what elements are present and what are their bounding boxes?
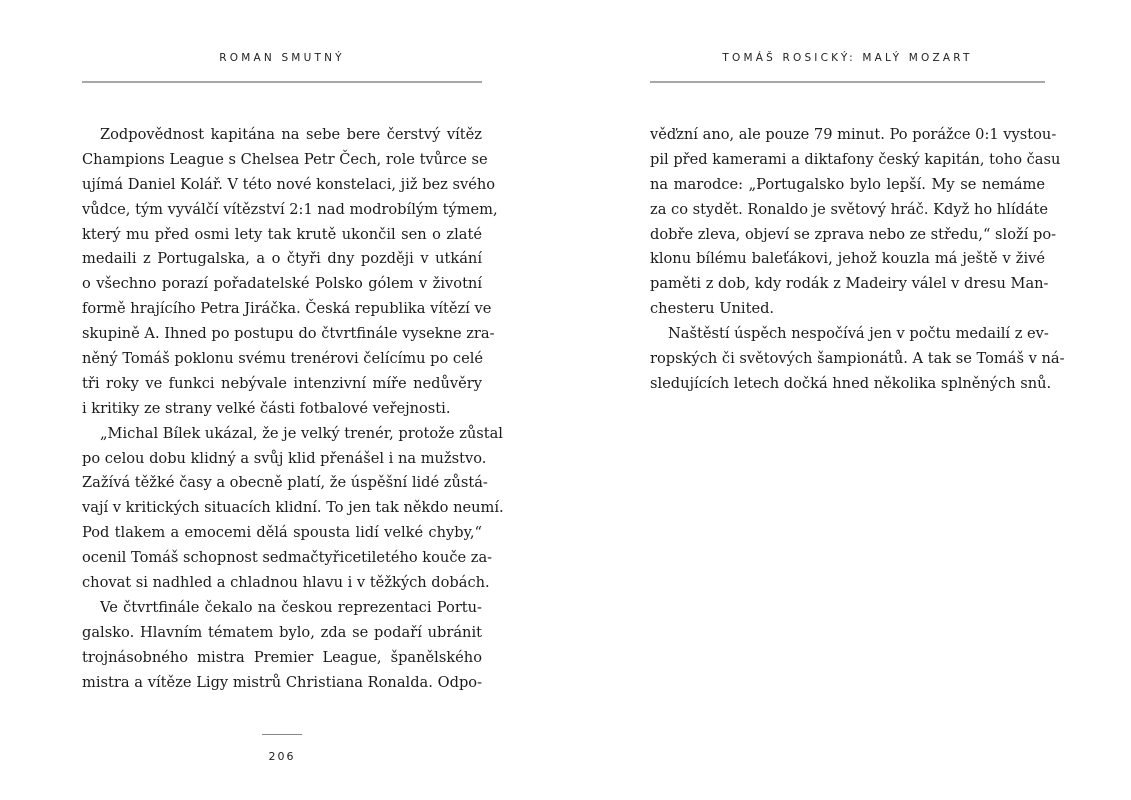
text-line: galsko. Hlavním tématem bylo, zda se podaří ubránit [82, 623, 482, 641]
text-line: na marodce: „Portugalsko bylo lepší. My se nemáme [650, 175, 1045, 193]
text-line: Zodpovědnost kapitána na sebe bere čerstvý vítěz [100, 126, 482, 143]
text-line: mistra a vítěze Ligy mistrů Christiana Ronalda. Odpo- [82, 673, 482, 691]
page-number: 206 [268, 750, 296, 763]
text-line: po celou dobu klidný a svůj klid přenášel i na mužstvo. [82, 449, 487, 467]
text-line: pil před kamerami a diktafony český kapitán, toho času [650, 150, 1061, 168]
text-line: za co stydět. Ronaldo je světový hráč. Když ho hlídáte [650, 200, 1049, 218]
text-line: Ve čtvrtfinále čekalo na českou reprezentaci Portu- [100, 598, 482, 616]
text-line: který mu před osmi lety tak krutě ukončil sen o zlaté [82, 225, 482, 243]
header-rule [82, 81, 482, 83]
right-body-text [650, 123, 1065, 397]
text-line: dobře zleva, objeví se zprava nebo ze středu,“ složí po- [650, 225, 1057, 243]
text-line: sledujících letech dočká hned několika splněných snů. [650, 374, 1052, 392]
text-line: Zažívá těžké časy a obecně platí, že úspěšní lidé zůstá- [82, 474, 488, 492]
text-line: věďzní ano, ale pouze 79 minut. Po porážce 0:1 vystou- [650, 126, 1057, 143]
folio-rule [262, 734, 302, 735]
left-body-text [82, 123, 504, 695]
text-line: vůdce, tým vyválčí vítězství 2:1 nad modrobílým týmem, [82, 200, 498, 218]
header-rule [650, 81, 1045, 83]
text-line: ropských či světových šampionátů. A tak se Tomáš v ná- [650, 350, 1065, 368]
text-line: chovat si nadhled a chladnou hlavu i v těžkých dobách. [82, 574, 490, 592]
text-line: „Michal Bílek ukázal, že je velký trenér, protože zůstal [100, 424, 503, 442]
text-line: formě hrajícího Petra Jiráčka. Česká republika vítězí ve [82, 300, 492, 318]
text-line: trojnásobného mistra Premier League, španělského [82, 648, 482, 666]
text-line: tři roky ve funkci nebývale intenzivní míře nedůvěry [82, 374, 482, 392]
text-line: Pod tlakem a emocemi dělá spousta lidí velké chyby,“ [82, 524, 482, 542]
text-line: ujímá Daniel Kolář. V této nové konstelaci, již bez svého [82, 175, 496, 193]
text-line: medaili z Portugalska, a o čtyři dny později v utkání [82, 250, 482, 268]
text-line: skupině A. Ihned po postupu do čtvrtfinále vysekne zra- [82, 325, 495, 343]
text-line: vají v kritických situacích klidní. To jen tak někdo neumí. [82, 499, 504, 517]
text-line: klonu bílému baleťákovi, jehož kouzla má ještě v živé [650, 250, 1045, 268]
text-line: chesteru United. [650, 300, 775, 318]
text-line: něný Tomáš poklonu svému trenérovi čelícímu po celé [82, 350, 484, 368]
running-head-author: ROMAN SMUTNÝ [219, 52, 345, 64]
text-line: ocenil Tomáš schopnost sedmačtyřicetiletého kouče za- [82, 549, 493, 567]
text-line: i kritiky ze strany velké části fotbalové veřejnosti. [82, 399, 451, 417]
text-line: o všechno porazí pořadatelské Polsko gólem v životní [82, 275, 482, 293]
text-line: paměti z dob, kdy rodák z Madeiry válel v dresu Man- [650, 275, 1049, 293]
text-line: Champions League s Chelsea Petr Čech, role tvůrce se [82, 150, 488, 168]
running-head-title: TOMÁŠ ROSICKÝ: MALÝ MOZART [722, 52, 973, 64]
text-line: Naštěstí úspěch nespočívá jen v počtu medailí z ev- [668, 325, 1049, 343]
